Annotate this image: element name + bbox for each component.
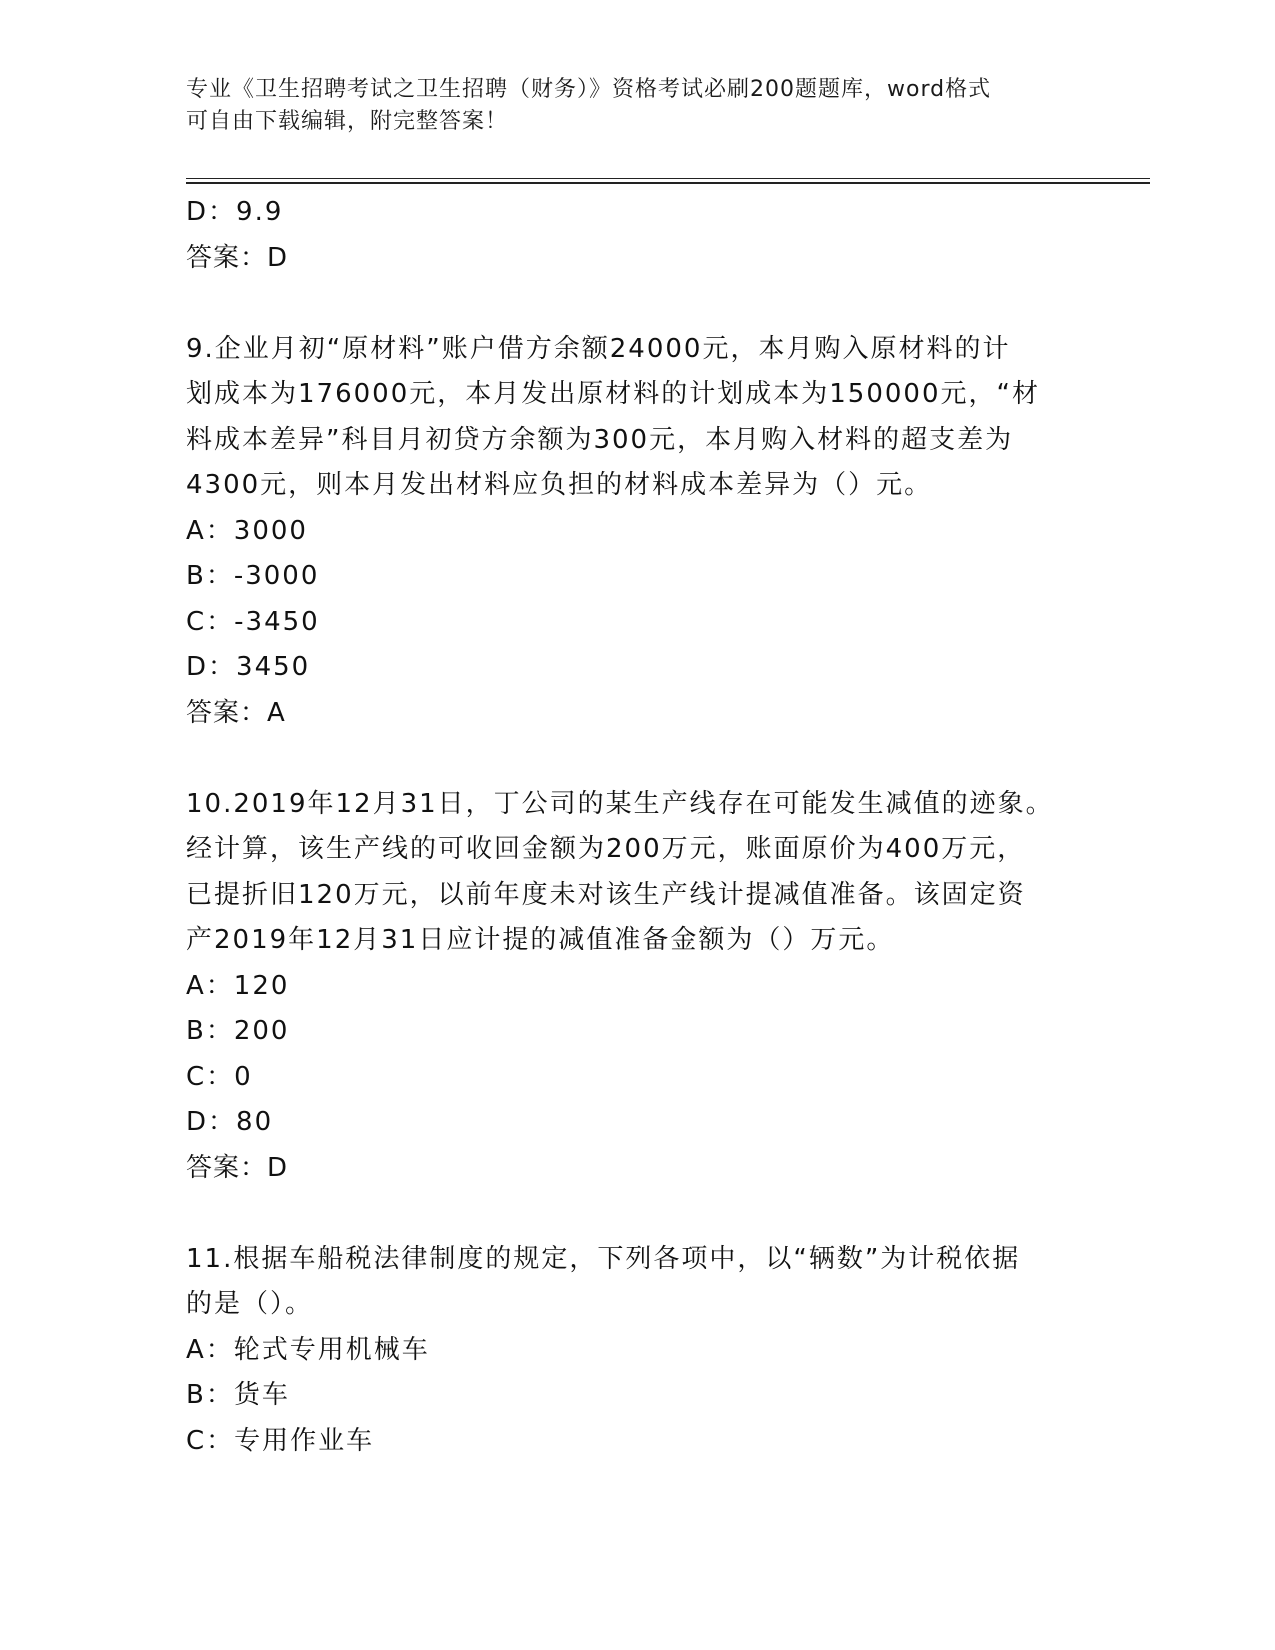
- question-9-option-d: D：3450: [186, 652, 311, 682]
- question-9-option-a: A：3000: [186, 515, 308, 546]
- header-title-line-2: 可自由下载编辑，附完整答案！: [186, 109, 509, 134]
- question-10: [186, 782, 1086, 1192]
- header-title-line-1: 专业《卫生招聘考试之卫生招聘（财务）》资格考试必刷200题题库，word格式: [186, 77, 992, 102]
- spacer: [186, 281, 1086, 327]
- question-10-option-d: D：80: [186, 1107, 274, 1137]
- question-11: [186, 1237, 1086, 1465]
- question-9-option-b: B：-3000: [186, 561, 320, 591]
- question-content: [186, 190, 1086, 1464]
- header-divider-thick: [186, 182, 1150, 184]
- question-11-text-line-2: 的是（）。: [186, 1289, 314, 1319]
- spacer: [186, 1191, 1086, 1237]
- question-11-text-line-1: 11.根据车船税法律制度的规定，下列各项中，以“辆数”为计税依据: [186, 1243, 1021, 1274]
- question-9-option-c: C：-3450: [186, 606, 320, 637]
- question-9: [186, 327, 1086, 737]
- question-10-text-line-3: 已提折旧120万元，以前年度未对该生产线计提减值准备。该固定资: [186, 879, 1026, 910]
- prev-answer: 答案：D: [186, 242, 289, 273]
- question-9-text-line-2: 划成本为176000元，本月发出原材料的计划成本为150000元，“材: [186, 379, 1040, 409]
- prev-option-d: D：9.9: [186, 197, 284, 227]
- question-9-text-line-3: 料成本差异”科目月初贷方余额为300元，本月购入材料的超支差为: [186, 424, 1014, 455]
- question-10-text-line-1: 10.2019年12月31日，丁公司的某生产线存在可能发生减值的迹象。: [186, 788, 1054, 819]
- document-header: [186, 74, 1066, 138]
- question-11-option-a: A：轮式专用机械车: [186, 1334, 430, 1365]
- question-10-option-a: A：120: [186, 970, 290, 1001]
- question-10-text-line-2: 经计算，该生产线的可收回金额为200万元，账面原价为400万元，: [186, 834, 1026, 864]
- question-9-answer: 答案：A: [186, 697, 286, 728]
- header-divider-thin: [186, 178, 1150, 179]
- question-11-option-c: C：专用作业车: [186, 1425, 375, 1456]
- question-10-option-c: C：0: [186, 1061, 253, 1092]
- question-10-option-b: B：200: [186, 1016, 290, 1046]
- question-10-text-line-4: 产2019年12月31日应计提的减值准备金额为（）万元。: [186, 925, 895, 955]
- spacer: [186, 736, 1086, 782]
- question-9-text-line-1: 9.企业月初“原材料”账户借方余额24000元，本月购入原材料的计: [186, 333, 1011, 364]
- question-10-answer: 答案：D: [186, 1152, 289, 1183]
- question-9-text-line-4: 4300元，则本月发出材料应负担的材料成本差异为（）元。: [186, 470, 933, 500]
- question-11-option-b: B：货车: [186, 1380, 290, 1410]
